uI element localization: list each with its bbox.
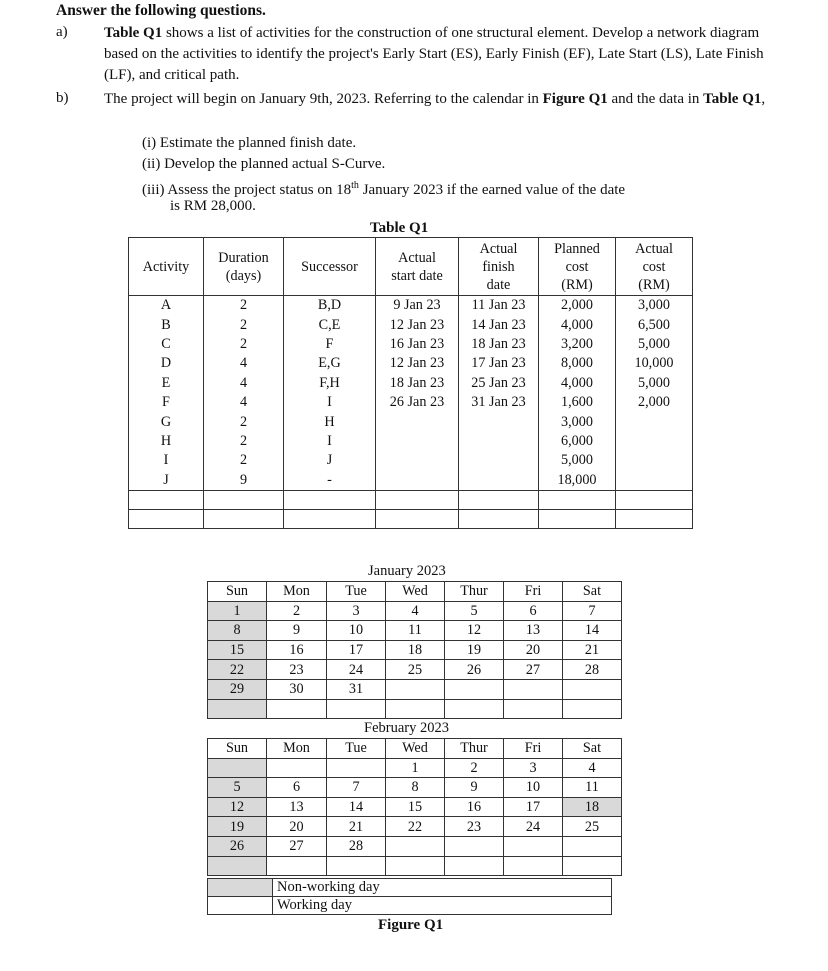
table-cell: 16 Jan 23	[376, 335, 459, 354]
table-cell: 2	[204, 412, 284, 431]
table-cell: 6,500	[616, 315, 693, 334]
february-empty-row	[208, 856, 622, 876]
calendar-day: 25	[563, 817, 622, 837]
table-cell: C,E	[284, 315, 376, 334]
table-cell: 25 Jan 23	[459, 374, 539, 393]
calendar-day: 20	[267, 817, 327, 837]
table-cell	[376, 432, 459, 451]
weekday-label: Sat	[563, 739, 622, 759]
table-header-cell: Actual finish date	[459, 238, 539, 296]
calendar-day: 14	[563, 621, 622, 641]
calendar-day: 3	[504, 758, 563, 778]
sub-iii-b: January 2023 if the earned value of the date	[358, 182, 626, 198]
calendar-day: 14	[327, 797, 386, 817]
table-cell: 5,000	[616, 335, 693, 354]
table-cell: J	[129, 471, 204, 491]
calendar-day: 13	[267, 797, 327, 817]
table-cell: 4,000	[539, 374, 616, 393]
table-empty-cell	[459, 490, 539, 509]
table-empty-cell	[204, 509, 284, 528]
february-week-row	[208, 778, 622, 798]
weekday-label: Sun	[208, 739, 267, 759]
table-cell	[616, 412, 693, 431]
table-cell: 12 Jan 23	[376, 354, 459, 373]
calendar-day: 5	[208, 778, 267, 798]
weekday-label: Sun	[208, 582, 267, 602]
calendar-day: 10	[327, 621, 386, 641]
february-title: February 2023	[364, 720, 449, 736]
weekday-label: Wed	[386, 739, 445, 759]
calendar-empty-cell	[563, 699, 622, 719]
table-row	[129, 471, 693, 491]
table-cell: 6,000	[539, 432, 616, 451]
table-cell: 14 Jan 23	[459, 315, 539, 334]
table-cell: F,H	[284, 374, 376, 393]
calendar-empty-cell	[327, 699, 386, 719]
january-week-row	[208, 621, 622, 641]
table-cell	[459, 412, 539, 431]
table-caption: Table Q1	[370, 220, 429, 236]
table-empty-cell	[616, 509, 693, 528]
table-cell: I	[284, 393, 376, 412]
calendar-day: 9	[267, 621, 327, 641]
calendar-day: 15	[208, 640, 267, 660]
weekday-label: Mon	[267, 582, 327, 602]
calendar-day	[267, 758, 327, 778]
table-cell: 2	[204, 296, 284, 316]
table-cell	[376, 412, 459, 431]
table-cell: 3,000	[539, 412, 616, 431]
table-row	[129, 412, 693, 431]
table-cell: 5,000	[616, 374, 693, 393]
calendar-day: 17	[327, 640, 386, 660]
weekday-label: Tue	[327, 739, 386, 759]
calendar-empty-cell	[563, 856, 622, 876]
calendar-empty-cell	[327, 856, 386, 876]
question-a-body: shows a list of activities for the construction of one structural element. Develop a network diagram based on the activities to identify the project's Early Start (ES), Early Finish (EF), Late Start (LS), Late Finish (LF), and critical path.	[104, 25, 764, 83]
calendar-day: 7	[327, 778, 386, 798]
calendar-day: 20	[504, 640, 563, 660]
february-week-row	[208, 797, 622, 817]
non-working-swatch	[208, 879, 273, 897]
calendar-day: 4	[386, 601, 445, 621]
calendar-day: 8	[208, 621, 267, 641]
calendar-day: 30	[267, 679, 327, 699]
calendar-day	[563, 836, 622, 856]
calendar-empty-cell	[386, 856, 445, 876]
table-header-cell: Successor	[284, 238, 376, 296]
table-cell: B	[129, 315, 204, 334]
calendar-day: 23	[445, 817, 504, 837]
table-cell: E	[129, 374, 204, 393]
table-cell: D	[129, 354, 204, 373]
question-b-t1: The project will begin on January 9th, 2023. Referring to the calendar in	[104, 91, 543, 107]
weekday-label: Thur	[445, 739, 504, 759]
calendar-day: 19	[208, 817, 267, 837]
calendar-day: 16	[267, 640, 327, 660]
table-cell	[459, 432, 539, 451]
table-cell: 18 Jan 23	[459, 335, 539, 354]
calendar-empty-cell	[267, 856, 327, 876]
calendar-day: 31	[327, 679, 386, 699]
table-cell	[616, 471, 693, 491]
table-cell: F	[284, 335, 376, 354]
calendar-day: 10	[504, 778, 563, 798]
january-calendar	[207, 581, 622, 719]
weekday-label: Fri	[504, 739, 563, 759]
table-cell: F	[129, 393, 204, 412]
calendar-day: 22	[208, 660, 267, 680]
table-row	[129, 393, 693, 412]
table-cell	[616, 432, 693, 451]
calendar-day: 12	[445, 621, 504, 641]
table-row	[129, 296, 693, 316]
table-header-cell: Duration (days)	[204, 238, 284, 296]
table-cell: 2	[204, 432, 284, 451]
calendar-day	[563, 679, 622, 699]
calendar-day	[386, 836, 445, 856]
february-week-row	[208, 836, 622, 856]
calendar-day: 19	[445, 640, 504, 660]
table-cell: 9 Jan 23	[376, 296, 459, 316]
table-cell: 8,000	[539, 354, 616, 373]
table-empty-cell	[539, 509, 616, 528]
non-working-label: Non-working day	[273, 879, 612, 897]
calendar-day: 16	[445, 797, 504, 817]
table-header-cell: Activity	[129, 238, 204, 296]
table-empty-cell	[376, 490, 459, 509]
question-b-t2: and the data in	[607, 91, 704, 107]
table-cell: 26 Jan 23	[376, 393, 459, 412]
question-b-b2: Table Q1	[703, 91, 762, 107]
calendar-day: 7	[563, 601, 622, 621]
calendar-day: 4	[563, 758, 622, 778]
calendar-empty-cell	[445, 856, 504, 876]
heading: Answer the following questions.	[56, 2, 266, 19]
calendar-day: 11	[563, 778, 622, 798]
february-calendar	[207, 738, 622, 876]
table-empty-cell	[204, 490, 284, 509]
table-cell: C	[129, 335, 204, 354]
calendar-day: 24	[327, 660, 386, 680]
table-cell: A	[129, 296, 204, 316]
calendar-day: 24	[504, 817, 563, 837]
table-cell: 2,000	[616, 393, 693, 412]
table-cell: 2,000	[539, 296, 616, 316]
table-cell: 11 Jan 23	[459, 296, 539, 316]
table-cell: 18 Jan 23	[376, 374, 459, 393]
table-header-cell: Planned cost (RM)	[539, 238, 616, 296]
january-empty-row	[208, 699, 622, 719]
sub-iii-a: (iii) Assess the project status on 18	[142, 182, 352, 198]
question-a-label: a)	[56, 24, 68, 40]
table-header-cell: Actual cost (RM)	[616, 238, 693, 296]
calendar-day: 9	[445, 778, 504, 798]
table-cell: 1,600	[539, 393, 616, 412]
calendar-day	[445, 836, 504, 856]
table-cell	[459, 451, 539, 470]
calendar-empty-cell	[504, 699, 563, 719]
table-cell: 5,000	[539, 451, 616, 470]
calendar-day: 18	[563, 797, 622, 817]
calendar-empty-cell	[208, 856, 267, 876]
calendar-day	[208, 758, 267, 778]
january-week-row	[208, 601, 622, 621]
calendar-empty-cell	[386, 699, 445, 719]
calendar-day: 15	[386, 797, 445, 817]
table-cell	[616, 451, 693, 470]
table-cell: 10,000	[616, 354, 693, 373]
table-cell: B,D	[284, 296, 376, 316]
sub-question-iii-cont: is RM 28,000.	[170, 198, 256, 214]
sub-question-i: (i) Estimate the planned finish date.	[142, 135, 357, 151]
table-row	[129, 335, 693, 354]
table-row	[129, 315, 693, 334]
calendar-day: 27	[504, 660, 563, 680]
calendar-day: 13	[504, 621, 563, 641]
weekday-label: Thur	[445, 582, 504, 602]
calendar-day: 28	[327, 836, 386, 856]
table-empty-cell	[459, 509, 539, 528]
calendar-day: 21	[327, 817, 386, 837]
calendar-day: 12	[208, 797, 267, 817]
january-title: January 2023	[368, 563, 446, 579]
january-week-row	[208, 660, 622, 680]
table-cell: 31 Jan 23	[459, 393, 539, 412]
weekday-label: Fri	[504, 582, 563, 602]
february-week-row	[208, 758, 622, 778]
table-empty-cell	[284, 509, 376, 528]
calendar-day: 2	[445, 758, 504, 778]
calendar-day: 1	[386, 758, 445, 778]
question-a-text	[104, 23, 784, 86]
table-empty-row	[129, 509, 693, 528]
calendar-empty-cell	[208, 699, 267, 719]
table-cell: 2	[204, 451, 284, 470]
calendar-day: 23	[267, 660, 327, 680]
table-cell: 3,200	[539, 335, 616, 354]
table-cell: J	[284, 451, 376, 470]
table-cell: -	[284, 471, 376, 491]
table-cell: H	[284, 412, 376, 431]
table-empty-cell	[284, 490, 376, 509]
table-cell: 3,000	[616, 296, 693, 316]
table-cell: I	[129, 451, 204, 470]
calendar-day: 18	[386, 640, 445, 660]
table-cell: 4,000	[539, 315, 616, 334]
question-a-bold: Table Q1	[104, 25, 163, 41]
table-cell: 4	[204, 393, 284, 412]
table-row	[129, 432, 693, 451]
question-b-text	[104, 89, 784, 110]
working-swatch	[208, 897, 273, 915]
calendar-day: 26	[208, 836, 267, 856]
weekday-label: Sat	[563, 582, 622, 602]
table-empty-cell	[129, 490, 204, 509]
calendar-day: 17	[504, 797, 563, 817]
table-row	[129, 374, 693, 393]
table-cell: G	[129, 412, 204, 431]
calendar-day: 6	[267, 778, 327, 798]
calendar-day	[504, 679, 563, 699]
february-week-row	[208, 817, 622, 837]
calendar-legend	[207, 878, 612, 915]
calendar-day: 29	[208, 679, 267, 699]
table-cell	[459, 471, 539, 491]
calendar-day: 8	[386, 778, 445, 798]
calendar-day: 25	[386, 660, 445, 680]
table-header-cell: Actual start date	[376, 238, 459, 296]
table-empty-cell	[616, 490, 693, 509]
january-weekday-row	[208, 582, 622, 602]
table-empty-cell	[129, 509, 204, 528]
table-row	[129, 451, 693, 470]
calendar-day: 6	[504, 601, 563, 621]
calendar-day: 2	[267, 601, 327, 621]
table-cell	[376, 471, 459, 491]
table-cell: 2	[204, 315, 284, 334]
table-q1	[128, 237, 693, 529]
weekday-label: Wed	[386, 582, 445, 602]
calendar-day	[445, 679, 504, 699]
calendar-day: 3	[327, 601, 386, 621]
january-week-row	[208, 679, 622, 699]
calendar-day	[504, 836, 563, 856]
table-cell	[376, 451, 459, 470]
working-label: Working day	[273, 897, 612, 915]
table-cell: 4	[204, 354, 284, 373]
january-week-row	[208, 640, 622, 660]
table-empty-cell	[539, 490, 616, 509]
table-cell: H	[129, 432, 204, 451]
table-cell: 4	[204, 374, 284, 393]
calendar-day: 5	[445, 601, 504, 621]
calendar-day: 26	[445, 660, 504, 680]
table-cell: 17 Jan 23	[459, 354, 539, 373]
table-cell: E,G	[284, 354, 376, 373]
table-cell: 2	[204, 335, 284, 354]
question-b-b1: Figure Q1	[542, 91, 608, 107]
table-row	[129, 354, 693, 373]
question-b-label: b)	[56, 90, 69, 106]
calendar-day: 21	[563, 640, 622, 660]
calendar-day: 22	[386, 817, 445, 837]
calendar-day: 27	[267, 836, 327, 856]
calendar-empty-cell	[504, 856, 563, 876]
question-b-t3: ,	[761, 91, 766, 107]
table-cell: I	[284, 432, 376, 451]
weekday-label: Tue	[327, 582, 386, 602]
february-weekday-row	[208, 739, 622, 759]
weekday-label: Mon	[267, 739, 327, 759]
calendar-day: 1	[208, 601, 267, 621]
table-cell: 9	[204, 471, 284, 491]
calendar-empty-cell	[445, 699, 504, 719]
sub-question-ii: (ii) Develop the planned actual S-Curve.	[142, 156, 386, 172]
table-cell: 12 Jan 23	[376, 315, 459, 334]
calendar-day	[327, 758, 386, 778]
calendar-day: 11	[386, 621, 445, 641]
sub-iii-sup: th	[351, 180, 359, 191]
table-empty-row	[129, 490, 693, 509]
table-cell: 18,000	[539, 471, 616, 491]
figure-caption: Figure Q1	[378, 917, 444, 933]
calendar-day: 28	[563, 660, 622, 680]
calendar-day	[386, 679, 445, 699]
table-empty-cell	[376, 509, 459, 528]
calendar-empty-cell	[267, 699, 327, 719]
